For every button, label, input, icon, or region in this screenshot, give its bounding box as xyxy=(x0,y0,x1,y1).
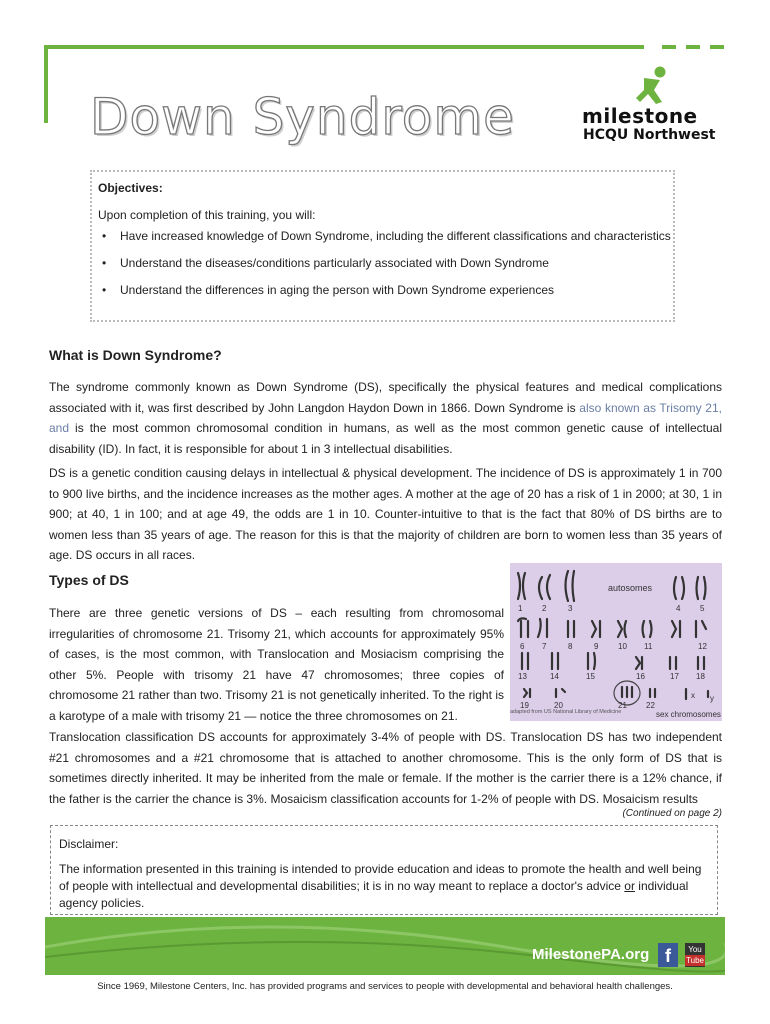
chrom-num: 16 xyxy=(636,672,645,681)
chrom-num: 10 xyxy=(618,642,627,651)
objective-item: • Understand the differences in aging the person with Down Syndrome experiences xyxy=(98,282,671,309)
chrom-num: 22 xyxy=(646,701,655,710)
chrom-num: 12 xyxy=(698,642,707,651)
youtube-top-text: You xyxy=(688,945,702,954)
chrom-num: 7 xyxy=(542,642,547,651)
header-dash xyxy=(710,45,724,49)
p1-highlight: also known as Trisomy 21, and xyxy=(49,400,722,435)
section2-paragraph-1: There are three genetic versions of DS – each resulting from chromosomal irregularities of chromosome 21. Trisomy 21, which accounts for approximately 95% of cases, is the most common, with Translocation and Mosiacism comprising the other 5%. People with trisomy 21 have 47 chromosomes; three copies of chromosome 21 rather than two. Trisomy 21 is not genetically inherited. To the right is a karotype of a male with trisomy 21 — notice the three chromosomes on 21. xyxy=(49,606,504,723)
disclaimer-text-b: individual agency policies. xyxy=(59,879,689,910)
header-dash xyxy=(662,45,676,49)
footer-text: Since 1969, Milestone Centers, Inc. has provided programs and services to people with developmental and behavioral health challenges. xyxy=(97,981,673,992)
section-heading-types: Types of DS xyxy=(49,572,129,588)
chrom-num: 5 xyxy=(700,604,705,613)
disclaimer-or: or xyxy=(624,879,635,893)
objectives-list xyxy=(98,228,671,309)
facebook-icon[interactable]: f xyxy=(658,943,678,967)
chrom-num: 18 xyxy=(696,672,705,681)
karyotype-image xyxy=(510,563,722,721)
objective-item: • Understand the diseases/conditions particularly associated with Down Syndrome xyxy=(98,255,671,282)
chrom-num: 11 xyxy=(644,642,653,651)
chrom-num: 3 xyxy=(568,604,573,613)
disclaimer-text xyxy=(59,861,709,912)
page-title: Down Syndrome xyxy=(90,88,515,146)
chrom-num: 9 xyxy=(594,642,599,651)
chrom-num: 19 xyxy=(520,701,529,710)
chrom-num: 14 xyxy=(550,672,559,681)
sex-chromosomes-label: sex chromosomes xyxy=(656,710,721,719)
chrom-num: x xyxy=(691,691,695,700)
chrom-num: 20 xyxy=(554,701,563,710)
chrom-num: 1 xyxy=(518,604,523,613)
section2-paragraph-2: Translocation classification DS accounts for approximately 3-4% of people with DS. Translocation DS has two independent #21 chromosomes and a #21 chromosome that is attached to another chromosome. This is the only form of DS that is sometimes directly inherited. It may be inherited from the male or female. If the mother is the carrier there is a 12% chance, if the father is the carrier the chance is 3%. Mosaicism classification accounts for 1-2% of people with DS. Mosaicism results xyxy=(49,730,722,806)
section1-paragraph-1 xyxy=(49,377,722,459)
section-heading-what-is: What is Down Syndrome? xyxy=(49,347,222,363)
chrom-num: 2 xyxy=(542,604,547,613)
chrom-num: 15 xyxy=(586,672,595,681)
objective-item: • Have increased knowledge of Down Syndrome, including the different classifications and characteristics xyxy=(98,228,671,255)
p1-text-cont: is the most common chromosomal condition in humans, as well as the most common genetic cause of intellectual disability (ID). In fact, it is responsible for about 1 in 3 intellectual disabilities. xyxy=(49,421,722,456)
karyotype-credit: adapted from US National Library of Medicine xyxy=(510,709,622,715)
chrom-num: 21 xyxy=(618,701,627,710)
chrom-num: 8 xyxy=(568,642,573,651)
section1-paragraph-2: DS is a genetic condition causing delays in intellectual & physical development. The incidence of DS is approximately 1 in 700 to 900 live births, and the incidence increases as the mother ages. A mother at the age of 20 has a risk of 1 in 2000; at 30, 1 in 900; at 40, 1 in 100; and at age 49, the odds are 1 in 10. Counter-intuitive to that is the fact that 80% of DS births are to women less than 35 years of age. The reason for this is that the majority of children are born to women less than 35 years of age. DS occurs in all races. xyxy=(49,466,722,562)
disclaimer-text-a: The information presented in this training is intended to provide education and ideas to promote the health and well being of people with intellectual and developmental disabilities; it is in no way meant to replace a doctor's advice xyxy=(59,862,702,893)
chrom-num: 4 xyxy=(676,604,681,613)
chrom-num: y xyxy=(710,694,714,703)
chrom-num: 17 xyxy=(670,672,679,681)
objectives-box xyxy=(90,170,675,322)
logo-subtitle: HCQU Northwest xyxy=(583,127,716,143)
p1-text: The syndrome commonly known as Down Syndrome (DS), specifically the physical features and medical complications associated with it, was first described by John Langdon Haydon Down in 1866. Down Syndrome is xyxy=(49,380,722,415)
autosomes-label: autosomes xyxy=(608,583,653,593)
header-dash xyxy=(686,45,700,49)
disclaimer-heading: Disclaimer: xyxy=(59,837,119,851)
footer-banner xyxy=(45,917,725,975)
chrom-num: 6 xyxy=(520,642,525,651)
objectives-intro: Upon completion of this training, you will: xyxy=(98,208,316,222)
chrom-num: 13 xyxy=(518,672,527,681)
objectives-heading: Objectives: xyxy=(98,181,163,195)
milestone-figure-icon xyxy=(630,64,670,106)
karyotype-chromosomes xyxy=(510,563,722,721)
logo-name: milestone xyxy=(582,104,698,128)
disclaimer-box xyxy=(50,825,718,915)
banner-url-link[interactable]: MilestonePA.org xyxy=(532,946,650,963)
continued-note: (Continued on page 2) xyxy=(622,808,722,819)
youtube-icon[interactable] xyxy=(685,943,705,967)
header-frame-left xyxy=(44,45,48,123)
header-frame-top xyxy=(44,45,644,49)
youtube-bottom-text: Tube xyxy=(686,956,704,965)
